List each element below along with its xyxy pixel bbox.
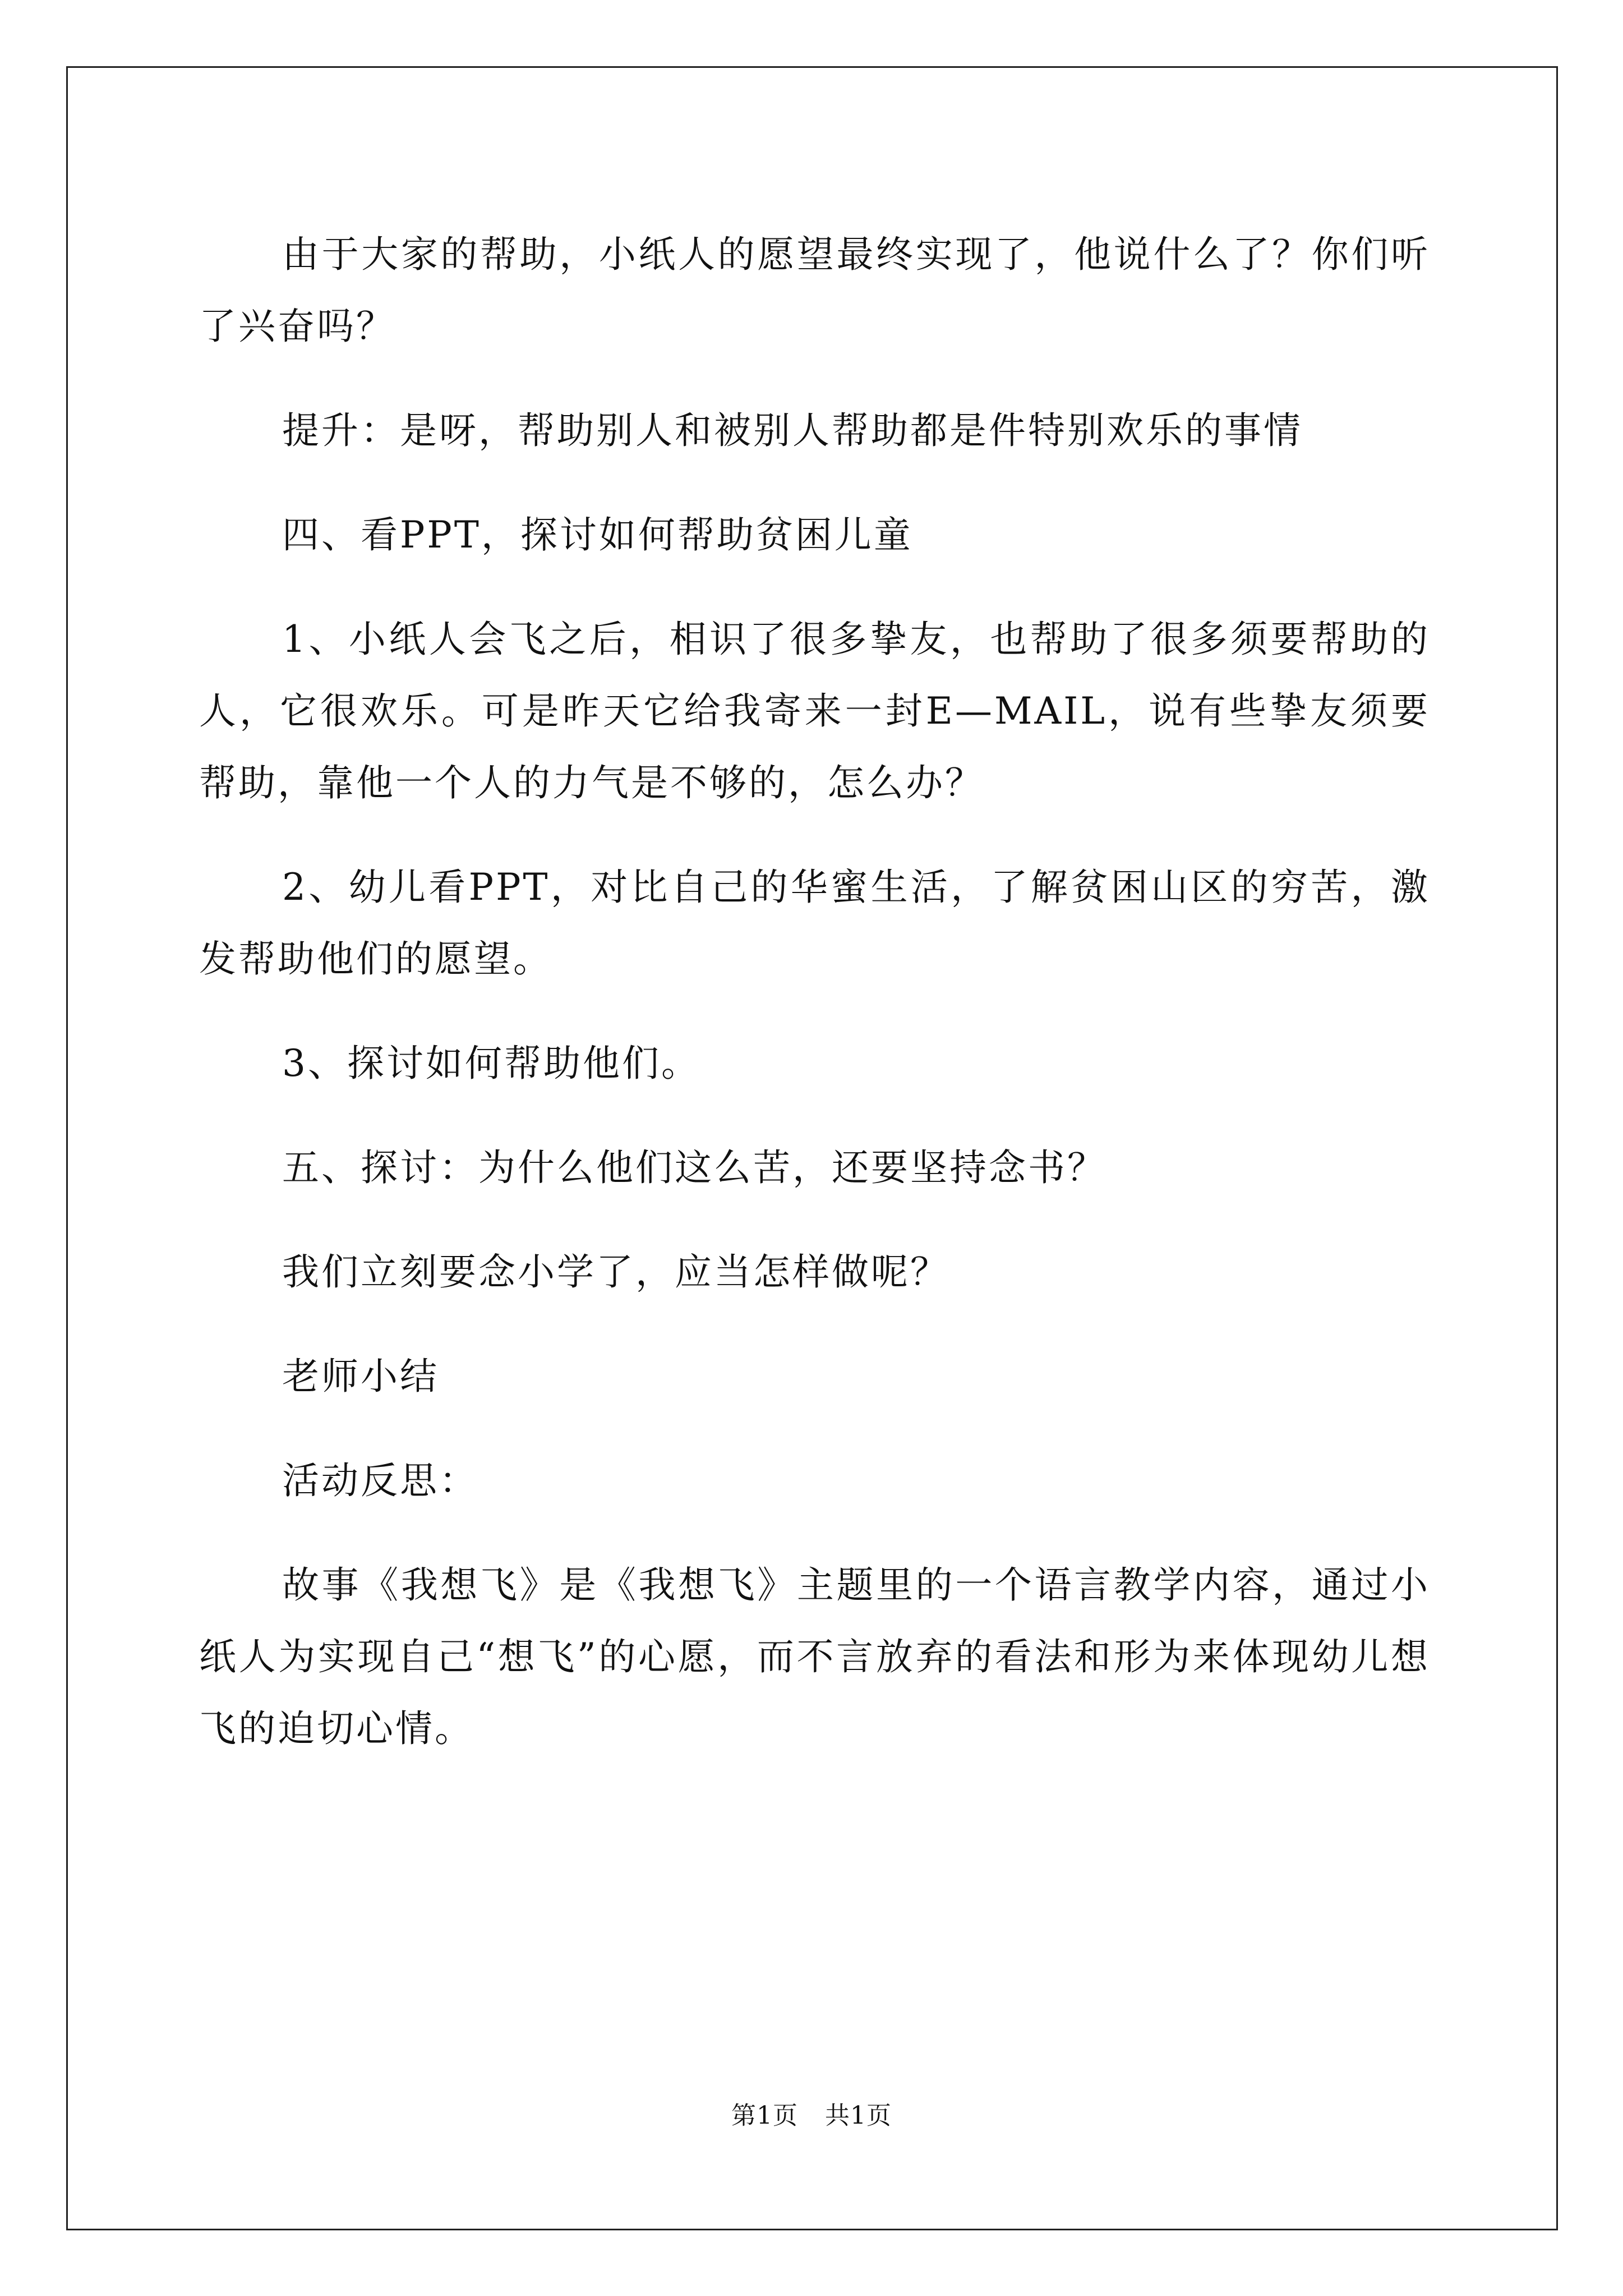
page-total: 共1页	[825, 2101, 892, 2130]
paragraph-1: 由于大家的帮助，小纸人的愿望最终实现了，他说什么了？你们听了兴奋吗？	[199, 233, 1430, 348]
page-number: 第1页	[731, 2101, 798, 2130]
paragraph-4: 1、小纸人会飞之后，相识了很多挚友，也帮助了很多须要帮助的人，它很欢乐。可是昨天它给我寄来一封E—MAIL，说有些挚友须要帮助，靠他一个人的力气是不够的，怎么办？	[199, 618, 1430, 804]
paragraph-11: 故事《我想飞》是《我想飞》主题里的一个语言教学内容，通过小纸人为实现自己“想飞”的心愿，而不言放弃的看法和形为来体现幼儿想飞的迫切心情。	[199, 1563, 1430, 1750]
paragraph-6: 3、探讨如何帮助他们。	[282, 1042, 700, 1085]
page-footer	[0, 2095, 1623, 2131]
paragraph-2: 提升：是呀，帮助别人和被别人帮助都是件特别欢乐的事情	[282, 409, 1303, 452]
paragraph-5: 2、幼儿看PPT，对比自己的华蜜生活，了解贫困山区的穷苦，激发帮助他们的愿望。	[199, 866, 1430, 981]
paragraph-7-heading: 五、探讨：为什么他们这么苦，还要坚持念书？	[282, 1146, 1106, 1189]
document-body	[199, 219, 1430, 1765]
paragraph-10-heading: 活动反思：	[282, 1459, 478, 1502]
paragraph-8: 我们立刻要念小学了，应当怎样做呢？	[282, 1250, 949, 1294]
paragraph-3-heading: 四、看PPT，探讨如何帮助贫困儿童	[282, 513, 913, 556]
paragraph-9: 老师小结	[282, 1355, 439, 1398]
